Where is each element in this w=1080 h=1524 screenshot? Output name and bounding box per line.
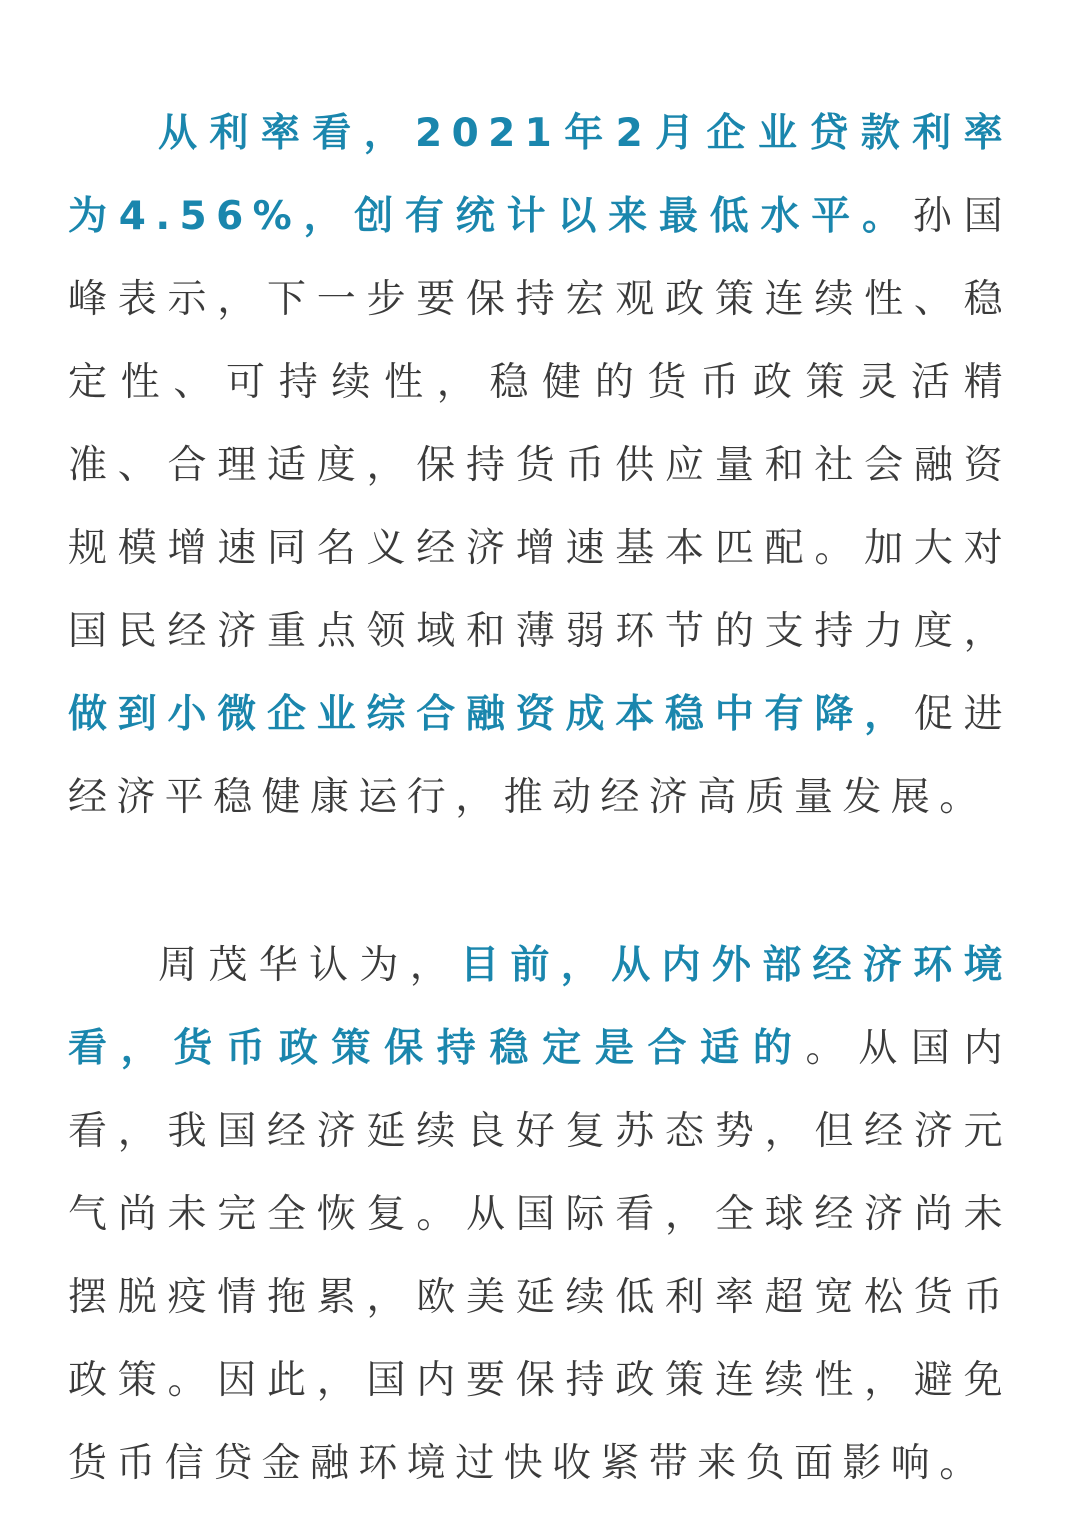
- body-text-policy-outlook: 孙国峰表示，下一步要保持宏观政策连续性、稳定性、可持续性，稳健的货币政策灵活精准、合理适度，保持货币供应量和社会融资规模增速同名义经济增速基本匹配。加大对国民经济重点领域和薄弱环节的支持力度，: [68, 194, 1012, 654]
- body-text-economic-growth: 促进经济平稳健康运行，推动经济高质量发展。: [68, 692, 1012, 820]
- body-text-domestic-international: 。从国内看，我国经济延续良好复苏态势，但经济元气尚未完全恢复。从国际看，全球经济尚未摆脱疫情拖累，欧美延续低利率超宽松货币政策。因此，国内要保持政策连续性，避免货币信贷金融环境过快收紧带来负面影响。: [68, 1026, 1012, 1486]
- body-text-speaker: 周茂华认为，: [158, 943, 461, 988]
- highlight-financing-cost: 做到小微企业综合融资成本稳中有降，: [68, 692, 914, 737]
- paragraph-monetary-policy: [68, 924, 1012, 1505]
- paragraph-interest-rate: [68, 92, 1012, 839]
- highlight-policy-stability: 目前，从内外部经济环境看，货币政策保持稳定是合适的: [68, 943, 1013, 1071]
- highlight-interest-rate: 从利率看，2021年2月企业贷款利率为4.56%，创有统计以来最低水平。: [68, 111, 1012, 239]
